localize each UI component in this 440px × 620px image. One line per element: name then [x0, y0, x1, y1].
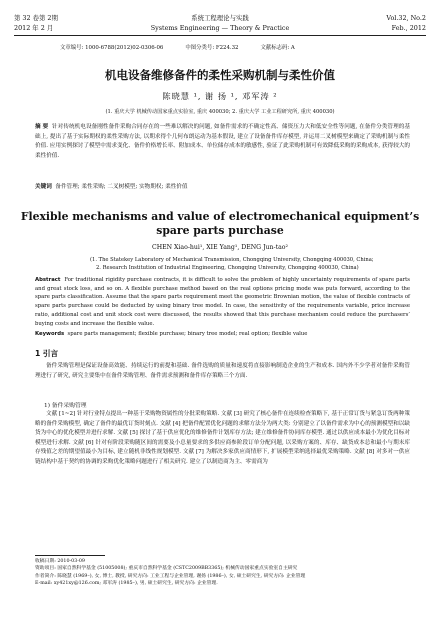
- authors-english: CHEN Xiao-hui¹, XIE Yang¹, DENG Jun-tao²: [152, 244, 288, 251]
- clc-number: 中图分类号: F224.32: [185, 45, 239, 51]
- keywords-chinese: [35, 183, 410, 193]
- journal-name-en: Systems Engineering — Theory & Practice: [150, 24, 290, 32]
- subheading-spare-parts-purchase: 1) 备件采购管理: [44, 403, 87, 409]
- abstract-en-label: Abstract: [35, 277, 61, 283]
- footnote-email: E-mail: xy421xy@126.com; 邓军涛 (1985–), 男, 硕士研究生, 研究方向: 企业管理.: [35, 581, 218, 587]
- intro-paragraph-1: 备件采购管理是保证设备高效能、持续运行的前提和基础. 备件选购的质量和速度将直接影响制造企业的生产和成本. 国内外不少学者对备件采购管理进行了研究, 研究主要集中在备件采购管理、备件需求预测和备件库存策略三个方面.: [35, 363, 410, 379]
- authors-chinese: 陈晓慧 ¹, 谢 扬 ¹, 邓军涛 ²: [162, 91, 278, 101]
- issue-cn: 第 32 卷第 2期: [14, 14, 58, 22]
- date-cn: 2012 年 2 月: [14, 24, 54, 32]
- keywords-cn-label: 关键词: [35, 184, 52, 190]
- abstract-en-text: For traditional rigidity purchase contracts, it is difficult to solve the problem of highly uncertainty requirements of spare parts and great stock loss, and so on. A flexible purchase method based on the real options pricing mode was puts forward, according to the spare parts classification. Assume that the spare parts requirement meet the geometric Brownian motion, the value of flexible contracts of spare parts purchase could be deducted by using binary tree model. In case, the sensitivity of the requirements variable, price increase ratio, additional cost and unit stock cost were discussed, the results showed that this purchase mechanism could reduce the purchasers’ buying costs and increase the flexible value.: [35, 277, 410, 327]
- article-meta: [60, 43, 410, 51]
- abstract-cn-label: 摘 要: [35, 124, 49, 130]
- affiliation-en-line-1: (1. The Statekey Laboratory of Mechanical Transmission, Chongqing University, Chongqing 400030, China;: [90, 257, 374, 263]
- footnote-rule: [35, 555, 105, 556]
- journal-name-cn: 系统工程理论与实践: [191, 14, 249, 22]
- footnote-funding: 资助项目: 国家自然科学基金 (51005008); 重庆市自然科学基金 (CSTC2009BB3365); 机械传动国家重点实验室自主研究: [35, 566, 298, 572]
- section-heading-introduction: 1 引言: [35, 349, 59, 358]
- header-rule: [14, 35, 426, 36]
- title-english: Flexible mechanisms and value of electromechanical equipment’s spare parts purchase: [20, 210, 420, 237]
- date-en: Feb., 2012: [391, 24, 426, 32]
- footnotes: [35, 558, 410, 588]
- document-code: 文献标志码: A: [260, 45, 295, 51]
- intro-paragraph-2: 文献 [1~2] 针对行业特点提出一种基于采购物资属性的分批采购策略. 文献 [3] 研究了核心备件在连续检查策略下, 基于正常订货与紧急订货两种策略的备件采购模型, 确定了备件的最优订货时刻点. 文献 [4] 把备件配置优化问题的求解方法分为两大类: 分别建立了以备件需求为中心的预测模型和以缺货为中心的优化模型并进行求解. 文献 [5] 探讨了基于供应优化的维修备件计划库存方法; 建立维修备件协同库存模型. 通过以供应成本最小为优化目标对模型进行求解. 文献 [6] 针对有阶段采购随区间的需要及小总量要求的多供应商参阶段订单分配问题, 以采购方案的、库存、缺货成本总和最小与期末库存残值之差的期望值最小为目标, 建立随机非线性规划模型. 文献 [7] 为解决多家供应商情形下, 扩展模型采纳选择最优采购策略. 文献 [8] 对多对一供应链结构中基于契约的协调的采购优化策略问题进行了相关研究. 建立了以制造商为主、零需商为: [35, 411, 410, 465]
- keywords-en-text: spare parts management; flexible purchase; binary tree model; real option; flexible value: [67, 331, 308, 337]
- abstract-chinese: [35, 123, 410, 161]
- article-number: 文章编号: 1000-6788(2012)02-0306-06: [60, 45, 164, 51]
- volume-en: Vol.32, No.2: [386, 14, 426, 22]
- affiliation-en-line-2: 2. Research Institution of Industrial Engineering, Chongqing University, Chongqing 400030, China): [96, 265, 359, 271]
- footnote-received: 收稿日期: 2010-03-09: [35, 559, 85, 564]
- footnote-authors: 作者简介: 陈晓慧 (1969–), 女, 博士, 教授, 研究方向: 工业工程与企业管理, 谢扬 (1986–), 女, 硕士研究生, 研究方向: 企业管理: [35, 573, 306, 579]
- keywords-en-label: Keywords: [35, 331, 65, 337]
- abstract-english: [35, 276, 410, 328]
- keywords-english: [35, 330, 410, 340]
- affiliation-chinese: (1. 重庆大学 机械传动国家重点实验室, 重庆 400030; 2. 重庆大学 工业工程研究所, 重庆 400030): [105, 109, 335, 115]
- keywords-cn-text: 备件管理; 柔性采购; 二叉树模型; 实物期权; 柔性价值: [55, 184, 188, 190]
- abstract-cn-text: 针对传统机电设备刚性备件采购合同存在的一些难以解决的问题, 如备件需求的不确定性高、储资压力大和低安全性等问题, 在备件分类管理的基础上, 提出了基于实际期权的柔性采购方法, 以期求得个几何布朗运动为基本假设, 建立了设备备件库存模型, 并运用二叉树模型来确定了采购机制与柔性价值. 应用实例探讨了模型中需求变化、备件价格增长率、附加成本、单位储存成本的敏感性, 验证了此采购机制可有效降低采购的采购成本, 获得较大的柔性价值.: [35, 124, 410, 159]
- affiliation-english: [90, 256, 380, 272]
- title-chinese: 机电设备维修备件的柔性采购机制与柔性价值: [105, 68, 335, 82]
